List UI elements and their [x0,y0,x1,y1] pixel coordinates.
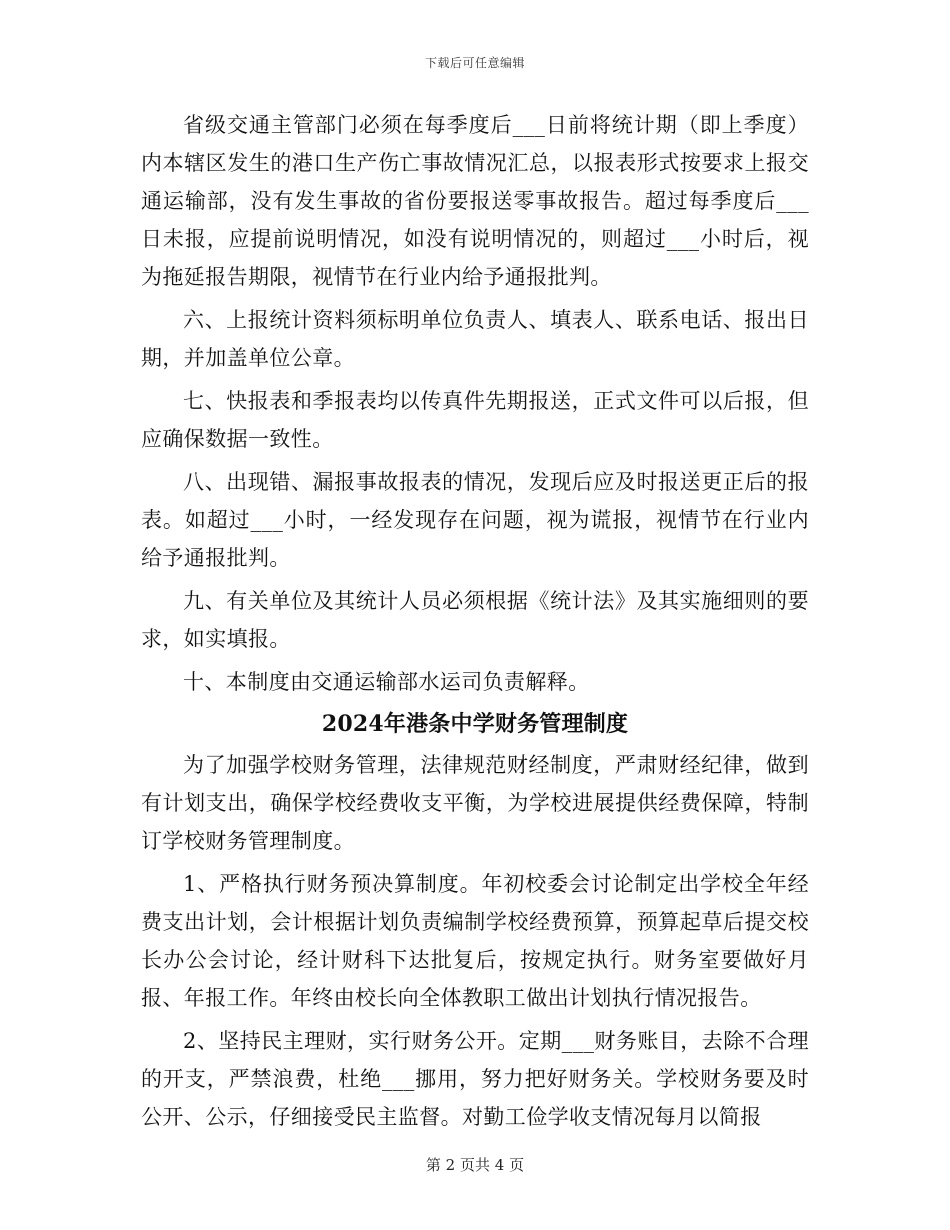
section-title: 2024年港条中学财务管理制度 [321,711,629,737]
paragraph-reporting-deadline: 省级交通主管部门必须在每季度后___日前将统计期（即上季度）内本辖区发生的港口生产伤亡事故情况汇总，以报表形式按要求上报交通运输部，没有发生事故的省份要报送零事故报告。超过每季度后___日未报，应提前说明情况，如没有说明情况的，则超过___小时后，视为拖延报告期限，视情节在行业内给予通报批判。 [141,113,809,289]
paragraph-item-7: 七、快报表和季报表均以传真件先期报送，正式文件可以后报，但应确保数据一致性。 [141,389,809,451]
document-body [141,106,809,1141]
paragraph-rule-1: 1、严格执行财务预决算制度。年初校委会讨论制定出学校全年经费支出计划，会计根据计划负责编制学校经费预算，预算起草后提交校长办公会讨论，经计财科下达批复后，按规定执行。财务室要做好月报、年报工作。年终由校长向全体教职工做出计划执行情况报告。 [141,872,809,1010]
paragraph-rule-2: 2、坚持民主理财，实行财务公开。定期___财务账目，去除不合理的开支，严禁浪费，杜绝___挪用，努力把好财务关。学校财务要及时公开、公示，仔细接受民主监督。对勤工俭学收支情况每月以简报 [141,1029,809,1129]
paragraph-intro: 为了加强学校财务管理，法律规范财经制度，严肃财经纪律，做到有计划支出，确保学校经费收支平衡，为学校进展提供经费保障，特制订学校财务管理制度。 [141,753,809,853]
page-footer: 第 2 页共 4 页 [425,1156,525,1174]
paragraph-item-9: 九、有关单位及其统计人员必须根据《统计法》及其实施细则的要求，如实填报。 [141,589,809,651]
page-header: 下载后可任意编辑 [424,56,525,70]
paragraph-item-8: 八、出现错、漏报事故报表的情况，发现后应及时报送更正后的报表。如超过___小时，一经发现存在问题，视为谎报，视情节在行业内给予通报批判。 [141,470,809,570]
paragraph-item-10: 十、本制度由交通运输部水运司负责解释。 [183,670,590,694]
paragraph-item-6: 六、上报统计资料须标明单位负责人、填表人、联系电话、报出日期，并加盖单位公章。 [141,308,809,370]
